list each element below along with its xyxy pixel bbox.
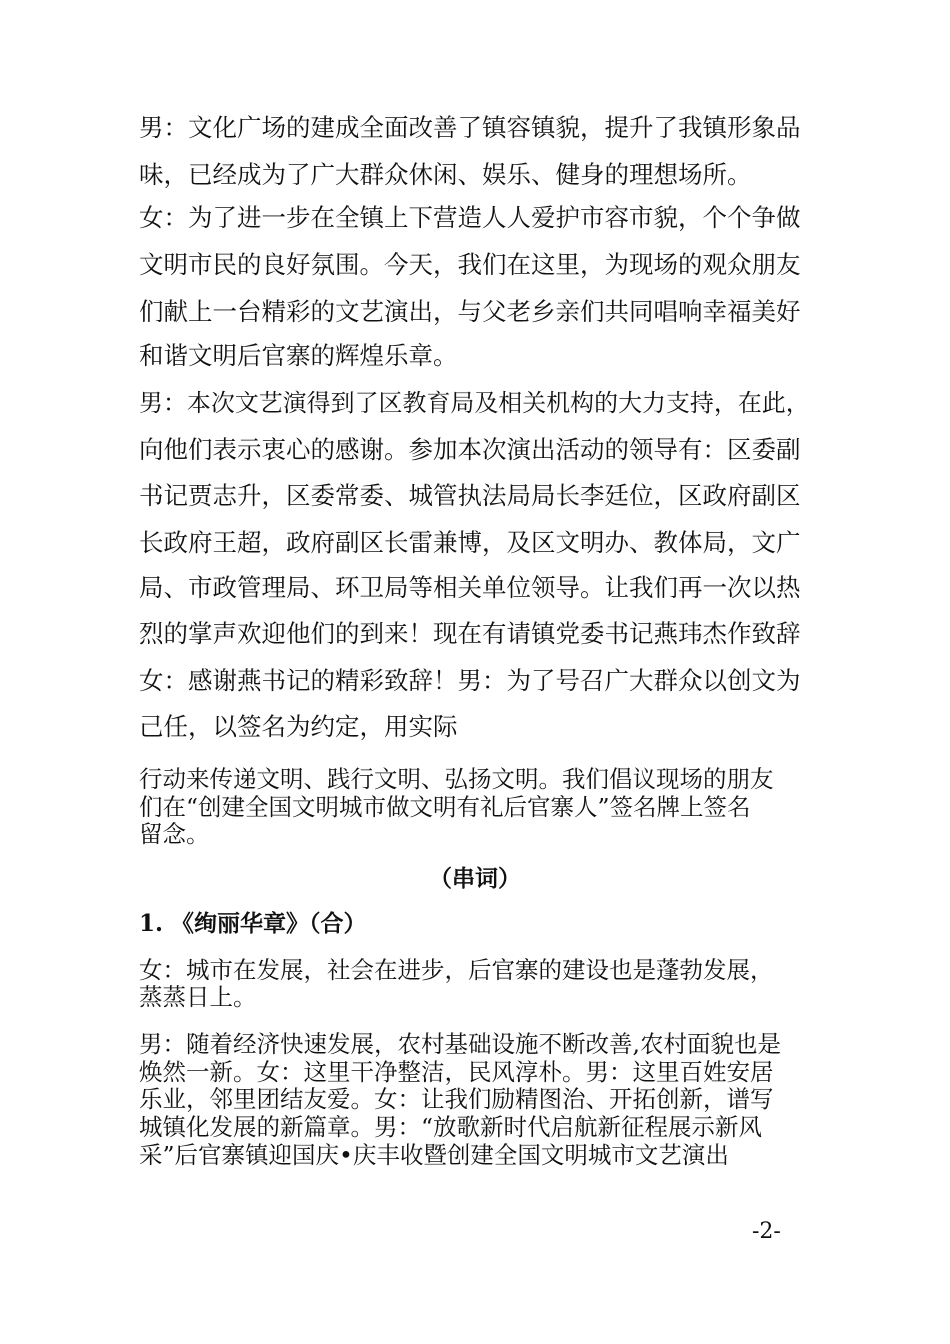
text-line: 蒸蒸日上。	[139, 983, 257, 1011]
text-line: 己任，以签名为约定，用实际	[139, 712, 458, 741]
text-line: 行动来传递文明、践行文明、弘扬文明。我们倡议现场的朋友	[139, 765, 774, 793]
text-line: 味，已经成为了广大群众休闲、娱乐、健身的理想场所。	[139, 160, 752, 189]
text-line: 们在“创建全国文明城市做文明有礼后官寨人”签名牌上签名	[139, 793, 751, 821]
text-line: 城镇化发展的新篇章。男：“放歌新时代启航新征程展示新风	[139, 1113, 763, 1141]
text-line: 和谐文明后官寨的辉煌乐章。	[139, 341, 458, 370]
text-line: 留念。	[139, 820, 210, 848]
section-title: （串词）	[429, 865, 521, 892]
text-line: 乐业，邻里团结友爱。女：让我们励精图治、开拓创新，谱写	[139, 1085, 774, 1113]
text-line: 女：城市在发展，社会在进步，后官寨的建设也是蓬勃发展，	[139, 956, 774, 984]
text-line: 向他们表示衷心的感谢。参加本次演出活动的领导有：区委副	[139, 435, 801, 464]
text-line: 们献上一台精彩的文艺演出，与父老乡亲们共同唱响幸福美好	[139, 297, 801, 326]
text-line: 女：为了进一步在全镇上下营造人人爱护市容市貌，个个争做	[139, 203, 801, 232]
text-line: 女：感谢燕书记的精彩致辞！男：为了号召广大群众以创文为	[139, 666, 801, 695]
text-line: 男：本次文艺演得到了区教育局及相关机构的大力支持，在此，	[139, 389, 810, 417]
text-line: 采”后官寨镇迎国庆•庆丰收暨创建全国文明城市文艺演出	[139, 1141, 729, 1169]
text-line: 男：随着经济快速发展，农村基础设施不断改善,农村面貌也是	[139, 1030, 781, 1058]
page-number: -2-	[752, 1219, 781, 1244]
item-title: 1. 《绚丽华章》（合）	[139, 910, 367, 937]
text-line: 书记贾志升，区委常委、城管执法局局长李廷位，区政府副区	[139, 481, 801, 510]
text-line: 焕然一新。女：这里干净整洁，民风淳朴。男：这里百姓安居	[139, 1058, 774, 1086]
text-line: 文明市民的良好氛围。今天，我们在这里，为现场的观众朋友	[139, 250, 801, 279]
text-line: 局、市政管理局、环卫局等相关单位领导。让我们再一次以热	[139, 573, 801, 602]
text-line: 烈的掌声欢迎他们的到来！现在有请镇党委书记燕玮杰作致辞	[139, 619, 801, 648]
text-line: 男：文化广场的建成全面改善了镇容镇貌，提升了我镇形象品	[139, 113, 801, 142]
text-line: 长政府王超，政府副区长雷兼博，及区文明办、教体局，文广	[139, 528, 801, 557]
